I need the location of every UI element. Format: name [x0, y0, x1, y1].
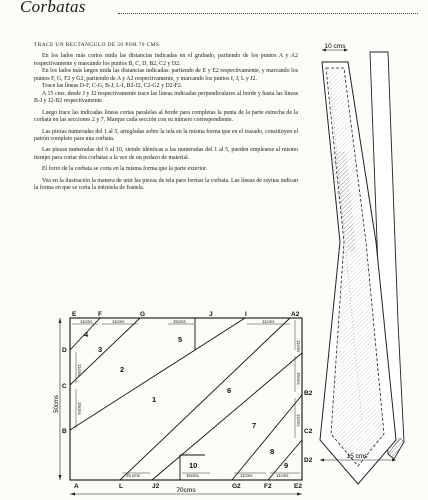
piece-number: 5	[178, 335, 183, 344]
paragraph: A 15 cms. desde J y J2 respectivamente trace las líneas indicadas perpendiculares al borde y hasta las líneas B-J y J2-B2 respectivamente.	[34, 90, 298, 105]
paragraph: TRACE UN RECTANGULO DE 50 POR 70 CMS.	[34, 42, 161, 48]
point-c: C	[62, 383, 67, 390]
paragraph: Trace las líneas D-F, C-G, B-J, L-I, B2-J2, C2-G2 y D2-F2.	[42, 83, 183, 90]
point-b: B	[62, 428, 67, 435]
bottom-dimension-label: 70cms	[176, 487, 196, 494]
measure-label: 11cms	[262, 319, 275, 324]
measure-label: 11cms	[112, 319, 125, 324]
point-i: I	[245, 311, 247, 318]
measure-label: 15 cms	[126, 473, 140, 478]
piece-number: 1	[152, 395, 157, 404]
point-c2: C2	[304, 428, 313, 435]
point-d: D	[62, 347, 67, 354]
measure-label: 11cms	[296, 414, 301, 427]
measure-label: 15cms	[186, 473, 199, 478]
measure-label: 15cms	[296, 372, 301, 385]
page-title: Corbatas	[20, 0, 86, 16]
point-g: G	[140, 311, 146, 318]
point-a2: A2	[291, 311, 300, 318]
piece-number: 3	[98, 345, 103, 354]
measure-label: 11cms	[240, 473, 253, 478]
paragraph: En los lados más cortos mida las distancias indicadas en el grabado, partiendo de los puntos A y A2 respectivamente y marcando los puntos B, C, D, B2, C2 y D2.	[34, 53, 298, 67]
point-l: L	[119, 483, 123, 490]
point-a: A	[74, 483, 79, 490]
point-e2: E2	[294, 483, 302, 490]
point-d2: D2	[304, 457, 313, 464]
measure-label: 15cms	[77, 402, 82, 415]
piece-number: 2	[120, 365, 125, 374]
point-g2: G2	[232, 483, 241, 490]
illustration-top-label: 10 cms	[324, 43, 346, 50]
point-e: E	[72, 311, 77, 318]
measure-label: 11cms	[276, 473, 289, 478]
paragraph: Las piezas numeradas del 6 al 10, siendo idénticas a las numeradas del 1 al 5, pueden emplearse al mismo tiempo para cortar dos corbatas a la vez de un pedazo de material.	[34, 147, 298, 161]
piece-number: 10	[189, 461, 198, 470]
paragraph: Luego trace las indicadas líneas cortas paralelas al borde para completas la punta de la parte estrecha de la corbata en las secciones 2 y 7. Marque cada sección con su número correspondiente.	[34, 109, 298, 124]
point-j: J	[209, 311, 213, 318]
piece-number: 8	[270, 447, 275, 456]
piece-number: 6	[227, 386, 232, 395]
piece-number: 9	[284, 461, 289, 470]
measure-label: 11cms	[77, 364, 82, 377]
point-j2: J2	[152, 483, 160, 490]
point-b2: B2	[304, 390, 313, 397]
paragraph: Las piezas numeradas del 1 al 5, arregladas sobre la tela en la misma forma que en el trazado, constituyen el patrón completo para una corbata.	[34, 128, 298, 142]
paragraph: Vea en la ilustración la manera de unir las piezas de tela para formar la corbata. Las líneas de rayitas indican la forma en que se corta la entretela de franela.	[34, 177, 298, 192]
illustration-bottom-label: 15 cms	[346, 453, 368, 460]
measure-label: 15cms	[173, 319, 186, 324]
paragraph: En los lados más largos mida las distancias indicadas: partiendo de E y E2 respectivamente, y marcando los puntos F, G, F2 y G2, partiendo de A y A2 respectivamente, y marcando los puntos I, J, L y J2.	[34, 68, 298, 82]
measure-label: 11cms	[80, 319, 93, 324]
side-dimension-label: 50cms	[54, 395, 60, 413]
point-f: F	[98, 311, 102, 318]
pattern-diagram	[0, 300, 313, 500]
piece-number: 4	[84, 330, 89, 339]
title-rule	[118, 13, 418, 14]
instructions-text	[34, 42, 298, 193]
tie-illustration	[300, 22, 428, 500]
piece-number: 7	[252, 421, 257, 430]
point-f2: F2	[264, 483, 272, 490]
paragraph: El forro de la corbata se corta en la misma forma que la parte exterior.	[42, 166, 208, 173]
measure-label: 11cms	[296, 340, 301, 353]
